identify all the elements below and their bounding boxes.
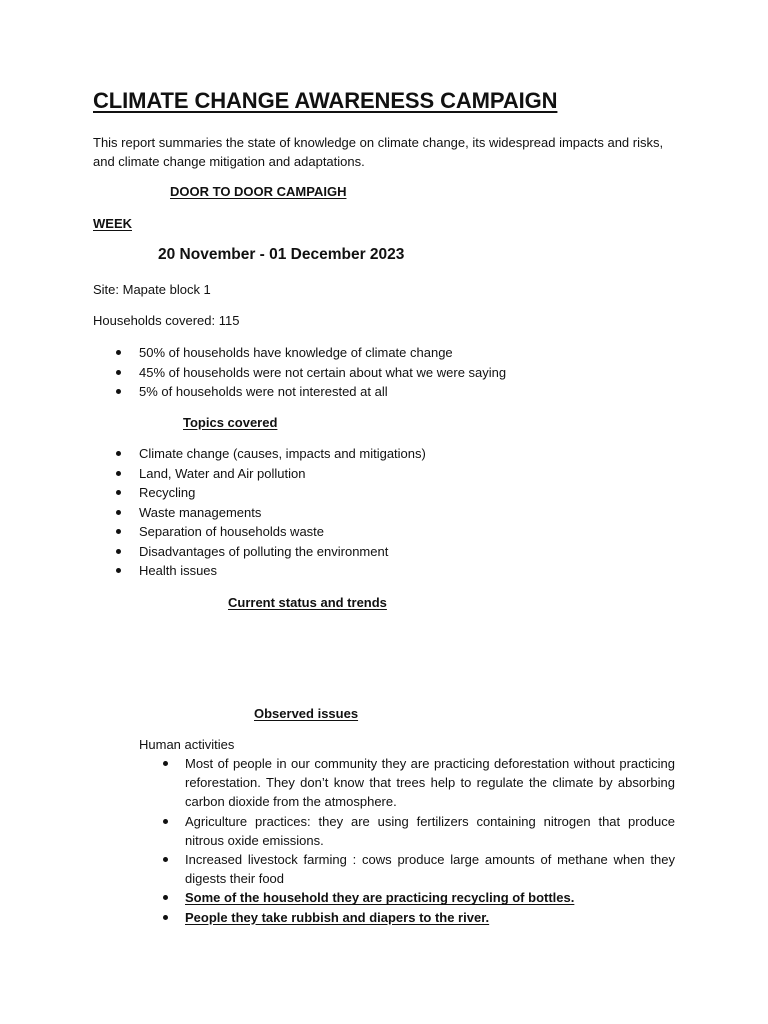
bullet-icon [116, 370, 121, 375]
list-item: Land, Water and Air pollution [93, 464, 426, 484]
bullet-icon [116, 451, 121, 456]
list-item: 45% of households were not certain about what we were saying [93, 363, 506, 383]
topics-heading: Topics covered [183, 415, 278, 430]
list-item: Disadvantages of polluting the environment [93, 542, 426, 562]
bullet-icon [116, 529, 121, 534]
bullet-icon [163, 857, 168, 862]
bullet-icon [116, 568, 121, 573]
bullet-icon [163, 819, 168, 824]
list-item: Separation of households waste [93, 522, 426, 542]
bullet-icon [163, 915, 168, 920]
bullet-icon [116, 389, 121, 394]
list-item: Waste managements [93, 503, 426, 523]
bullet-icon [116, 350, 121, 355]
document-title: CLIMATE CHANGE AWARENESS CAMPAIGN [93, 88, 558, 113]
date-range: 20 November - 01 December 2023 [158, 246, 405, 263]
bullet-icon [116, 471, 121, 476]
human-activities-label: Human activities [139, 737, 235, 752]
campaign-heading: DOOR TO DOOR CAMPAIGH [170, 184, 347, 199]
bullet-icon [116, 549, 121, 554]
site-line: Site: Mapate block 1 [93, 282, 211, 297]
intro-paragraph: This report summaries the state of knowledge on climate change, its widespread impacts and risks, and climate change mitigation and adaptations. [93, 135, 664, 169]
observed-list [139, 754, 675, 927]
list-item: Agriculture practices: they are using fertilizers containing nitrogen that produce nitrous oxide emissions. [139, 812, 675, 850]
bullet-icon [163, 761, 168, 766]
week-label: WEEK [93, 216, 132, 231]
list-item: Climate change (causes, impacts and mitigations) [93, 444, 426, 464]
households-covered: Households covered: 115 [93, 313, 240, 328]
list-item: 5% of households were not interested at all [93, 382, 506, 402]
bullet-icon [116, 510, 121, 515]
bullet-icon [163, 895, 168, 900]
list-item: Most of people in our community they are practicing deforestation without practicing reforestation. They don’t know that trees help to regulate the climate by absorbing carbon dioxide from the atmosphere. [139, 754, 675, 812]
topics-list [93, 444, 426, 581]
list-item: 50% of households have knowledge of climate change [93, 343, 506, 363]
status-heading: Current status and trends [228, 595, 387, 610]
list-item: Recycling [93, 483, 426, 503]
list-item: Some of the household they are practicing recycling of bottles. [139, 888, 675, 907]
bullet-icon [116, 490, 121, 495]
observed-heading: Observed issues [254, 706, 359, 721]
stats-list [93, 343, 506, 402]
list-item: Health issues [93, 561, 426, 581]
list-item: Increased livestock farming : cows produce large amounts of methane when they digests their food [139, 850, 675, 888]
list-item: People they take rubbish and diapers to the river. [139, 908, 675, 927]
